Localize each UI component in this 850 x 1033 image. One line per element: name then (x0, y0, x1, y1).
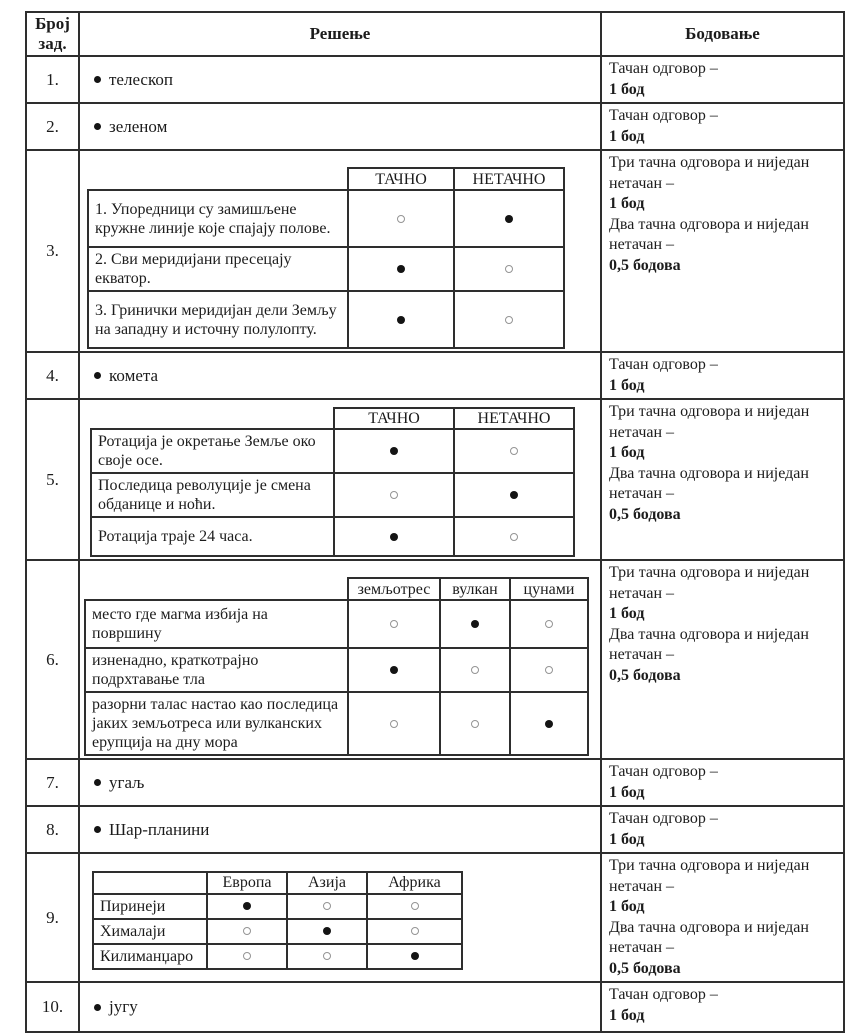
solution-cell (79, 853, 601, 982)
matrix-answer-cell (287, 894, 367, 919)
answer-text: телескоп (109, 69, 173, 89)
bullet-icon (94, 372, 101, 379)
matrix-answer-cell (287, 944, 367, 969)
scoring-line: 1 бод (609, 1006, 645, 1024)
scoring-line: 1 бод (609, 127, 645, 145)
filled-circle-icon (323, 927, 331, 935)
scoring-line: Тачан одговор – (609, 107, 718, 124)
scoring-line: 1 бод (609, 605, 645, 622)
table-row (26, 150, 844, 352)
matrix-answer-cell (454, 291, 564, 348)
matrix-row-label: Пиринеји (93, 894, 207, 919)
matrix-answer-cell (510, 648, 588, 692)
empty-circle-icon (471, 720, 479, 728)
scoring-line: 0,5 бодова (609, 256, 681, 274)
table-row (26, 560, 844, 759)
answer-text: комета (109, 365, 159, 385)
scoring-line: Два тачна одговора и ниједан нетачан – (609, 918, 809, 956)
scoring-cell (601, 759, 844, 806)
matrix-header-row (91, 408, 574, 429)
filled-circle-icon (243, 902, 251, 910)
scoring-line: 1 бод (609, 898, 645, 915)
answer-key-table (25, 11, 845, 1033)
bullet-icon (94, 779, 101, 786)
scoring-cell (601, 399, 844, 560)
scoring-cell (601, 56, 844, 103)
matrix-table (87, 167, 565, 349)
matrix-row (91, 429, 574, 473)
matrix-row (88, 247, 564, 291)
scoring-line: 1 бод (609, 444, 645, 461)
matrix-answer-cell (440, 600, 510, 648)
matrix-column-header: ТАЧНО (334, 408, 454, 429)
answer-text: Шар-планини (109, 819, 210, 839)
empty-circle-icon (510, 533, 518, 541)
matrix-column-header: земљотрес (348, 578, 440, 600)
bullet-icon (94, 76, 101, 83)
table-row (26, 56, 844, 103)
answer-line (82, 366, 598, 386)
scoring-line: 0,5 бодова (609, 505, 681, 523)
answer-text: угаљ (109, 772, 145, 792)
solution-cell (79, 806, 601, 853)
matrix-column-header: Европа (207, 872, 287, 894)
matrix-corner-cell (85, 578, 348, 600)
matrix-answer-cell (334, 429, 454, 473)
matrix-row-label: разорни талас настао као последица јаких земљотреса или вулканских ерупција на дну мора (85, 692, 348, 755)
scoring-line: Три тачна одговора и ниједан нетачан – (609, 857, 810, 895)
matrix-row-label: место где магма избија на површину (85, 600, 348, 648)
answer-line (82, 820, 598, 840)
filled-circle-icon (471, 620, 479, 628)
scoring-line: Три тачна одговора и ниједан нетачан – (609, 154, 810, 192)
empty-circle-icon (545, 620, 553, 628)
filled-circle-icon (411, 952, 419, 960)
matrix-row-label: 3. Гринички меридијан дели Земљу на западну и источну полулопту. (88, 291, 348, 348)
matrix-row (93, 894, 462, 919)
filled-circle-icon (390, 666, 398, 674)
matrix-row-label: Хималаји (93, 919, 207, 944)
matrix-answer-cell (334, 517, 454, 556)
matrix-header-row (88, 168, 564, 190)
task-number-cell: 8. (26, 806, 79, 853)
matrix-answer-cell (510, 600, 588, 648)
matrix-row-label: Ротација је окретање Земље око своје осе. (91, 429, 334, 473)
matrix-answer-cell (454, 247, 564, 291)
matrix-column-header: вулкан (440, 578, 510, 600)
matrix-answer-cell (348, 190, 454, 247)
solution-cell (79, 399, 601, 560)
matrix-row (93, 944, 462, 969)
empty-circle-icon (411, 927, 419, 935)
matrix-row (88, 291, 564, 348)
answer-line (82, 997, 598, 1017)
scoring-line: Тачан одговор – (609, 986, 718, 1003)
empty-circle-icon (545, 666, 553, 674)
empty-circle-icon (505, 316, 513, 324)
matrix-table (92, 871, 463, 970)
matrix-column-header: Азија (287, 872, 367, 894)
empty-circle-icon (510, 447, 518, 455)
scoring-cell (601, 103, 844, 150)
scoring-line: 1 бод (609, 830, 645, 848)
table-row (26, 982, 844, 1032)
matrix-answer-cell (454, 473, 574, 517)
scoring-line: Тачан одговор – (609, 356, 718, 373)
solution-cell (79, 352, 601, 399)
scoring-line: 1 бод (609, 195, 645, 212)
matrix-answer-cell (334, 473, 454, 517)
column-header-solution: Решење (79, 12, 601, 56)
matrix-row (85, 600, 588, 648)
solution-cell (79, 560, 601, 759)
bullet-icon (94, 123, 101, 130)
scoring-cell (601, 150, 844, 352)
matrix-answer-cell (348, 600, 440, 648)
matrix-row-label: Ротација траје 24 часа. (91, 517, 334, 556)
matrix-table (90, 407, 575, 557)
empty-circle-icon (397, 215, 405, 223)
matrix-answer-cell (440, 692, 510, 755)
answer-line (82, 70, 598, 90)
table-row (26, 759, 844, 806)
matrix-row-label: Последица револуције је смена обданице и ноћи. (91, 473, 334, 517)
matrix-column-header: НЕТАЧНО (454, 168, 564, 190)
answer-line (82, 773, 598, 793)
scoring-line: Тачан одговор – (609, 60, 718, 77)
matrix-answer-cell (454, 517, 574, 556)
matrix-table (84, 577, 589, 756)
filled-circle-icon (397, 316, 405, 324)
scoring-line: 0,5 бодова (609, 666, 681, 684)
matrix-row (91, 473, 574, 517)
table-row (26, 103, 844, 150)
empty-circle-icon (471, 666, 479, 674)
matrix-answer-cell (207, 944, 287, 969)
empty-circle-icon (411, 902, 419, 910)
matrix-answer-cell (454, 190, 564, 247)
header-row (26, 12, 844, 56)
matrix-corner-cell (88, 168, 348, 190)
matrix-answer-cell (440, 648, 510, 692)
matrix-row (91, 517, 574, 556)
table-row (26, 352, 844, 399)
matrix-corner-cell (93, 872, 207, 894)
task-number-cell: 4. (26, 352, 79, 399)
scoring-cell (601, 806, 844, 853)
empty-circle-icon (390, 491, 398, 499)
matrix-answer-cell (454, 429, 574, 473)
task-number-cell: 9. (26, 853, 79, 982)
table-row (26, 853, 844, 982)
matrix-answer-cell (348, 692, 440, 755)
task-number-cell: 6. (26, 560, 79, 759)
matrix-answer-cell (207, 919, 287, 944)
matrix-row (93, 919, 462, 944)
empty-circle-icon (243, 927, 251, 935)
bullet-icon (94, 826, 101, 833)
matrix-row (88, 190, 564, 247)
scoring-line: 1 бод (609, 783, 645, 801)
task-number-cell: 5. (26, 399, 79, 560)
scoring-line: Тачан одговор – (609, 763, 718, 780)
matrix-header-row (85, 578, 588, 600)
solution-cell (79, 150, 601, 352)
solution-cell (79, 982, 601, 1032)
matrix-answer-cell (348, 291, 454, 348)
answer-text: југу (109, 997, 138, 1016)
filled-circle-icon (510, 491, 518, 499)
scoring-line: 1 бод (609, 376, 645, 394)
empty-circle-icon (323, 902, 331, 910)
column-header-task-number: Број зад. (26, 12, 79, 56)
matrix-answer-cell (348, 648, 440, 692)
scoring-line: Два тачна одговора и ниједан нетачан – (609, 625, 809, 663)
task-number-cell: 3. (26, 150, 79, 352)
scoring-cell (601, 982, 844, 1032)
matrix-row-label: 2. Сви меридијани пресецају екватор. (88, 247, 348, 291)
matrix-answer-cell (367, 894, 462, 919)
filled-circle-icon (545, 720, 553, 728)
empty-circle-icon (390, 720, 398, 728)
matrix-answer-cell (207, 894, 287, 919)
matrix-column-header: Африка (367, 872, 462, 894)
scoring-cell (601, 560, 844, 759)
empty-circle-icon (323, 952, 331, 960)
scoring-cell (601, 853, 844, 982)
matrix-row (85, 648, 588, 692)
answer-line (82, 117, 598, 137)
table-header (26, 12, 844, 56)
matrix-answer-cell (510, 692, 588, 755)
empty-circle-icon (390, 620, 398, 628)
scoring-line: 1 бод (609, 80, 645, 98)
matrix-answer-cell (367, 944, 462, 969)
matrix-row-label: 1. Упоредници су замишљене кружне линије које спајају полове. (88, 190, 348, 247)
scoring-line: Три тачна одговора и ниједан нетачан – (609, 403, 810, 441)
scoring-line: Два тачна одговора и ниједан нетачан – (609, 215, 809, 253)
column-header-scoring: Бодовање (601, 12, 844, 56)
scoring-cell (601, 352, 844, 399)
task-number-cell: 2. (26, 103, 79, 150)
answer-table-body (26, 56, 844, 1032)
matrix-corner-cell (91, 408, 334, 429)
scoring-line: 0,5 бодова (609, 959, 681, 977)
table-row (26, 806, 844, 853)
matrix-column-header: цунами (510, 578, 588, 600)
matrix-answer-cell (348, 247, 454, 291)
matrix-row-label: Килиманџаро (93, 944, 207, 969)
task-number-cell: 7. (26, 759, 79, 806)
bullet-icon (94, 1004, 101, 1011)
scoring-line: Два тачна одговора и ниједан нетачан – (609, 464, 809, 502)
filled-circle-icon (390, 533, 398, 541)
table-row (26, 399, 844, 560)
scoring-line: Тачан одговор – (609, 810, 718, 827)
task-number-cell: 1. (26, 56, 79, 103)
answer-text: зеленом (109, 116, 168, 136)
solution-cell (79, 759, 601, 806)
empty-circle-icon (243, 952, 251, 960)
matrix-answer-cell (367, 919, 462, 944)
matrix-column-header: ТАЧНО (348, 168, 454, 190)
matrix-row-label: изненадно, краткотрајно подрхтавање тла (85, 648, 348, 692)
filled-circle-icon (390, 447, 398, 455)
filled-circle-icon (397, 265, 405, 273)
scoring-line: Три тачна одговора и ниједан нетачан – (609, 564, 810, 602)
matrix-answer-cell (287, 919, 367, 944)
matrix-column-header: НЕТАЧНО (454, 408, 574, 429)
filled-circle-icon (505, 215, 513, 223)
empty-circle-icon (505, 265, 513, 273)
task-number-cell: 10. (26, 982, 79, 1032)
solution-cell (79, 103, 601, 150)
matrix-header-row (93, 872, 462, 894)
solution-cell (79, 56, 601, 103)
matrix-row (85, 692, 588, 755)
